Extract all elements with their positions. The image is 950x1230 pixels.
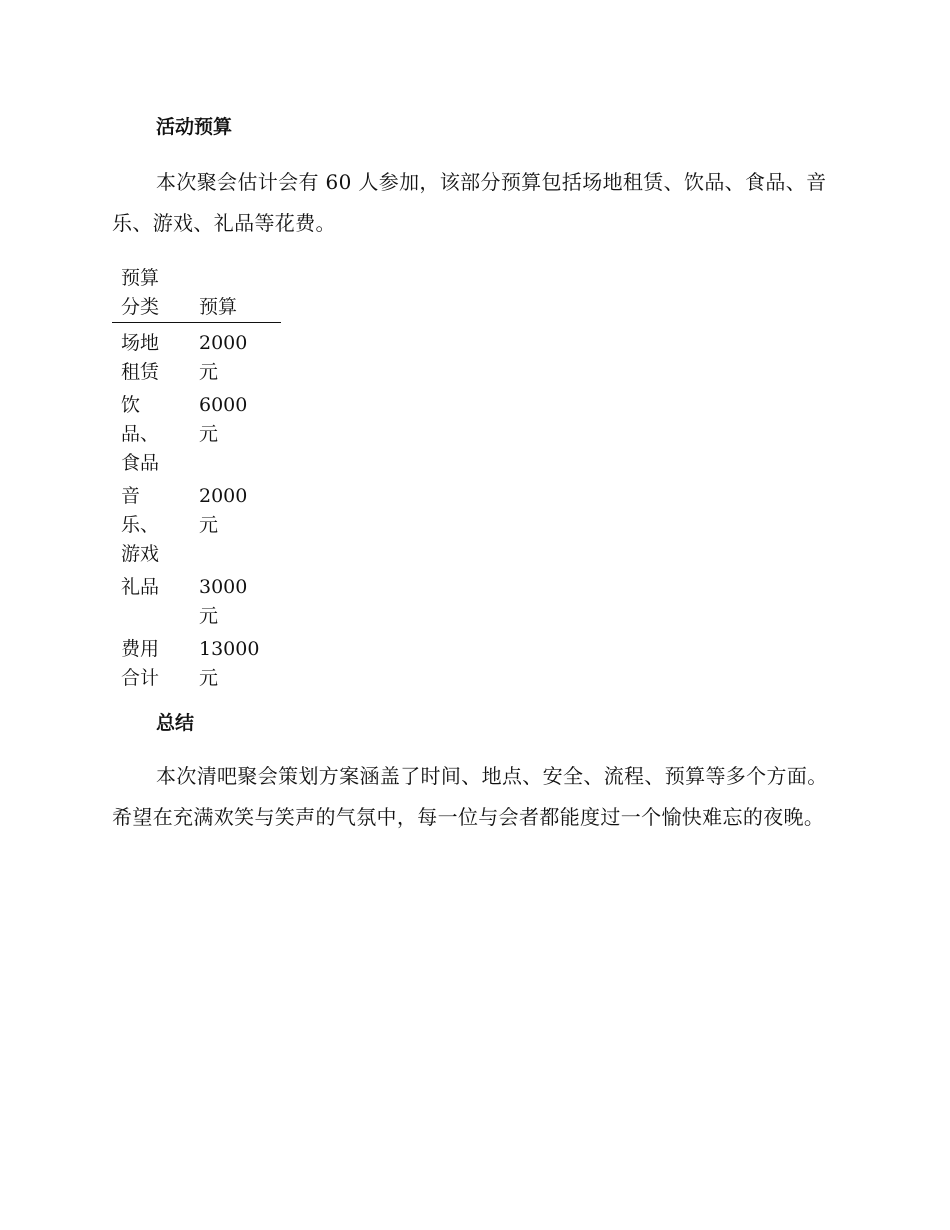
row-category: 费用合计	[121, 638, 160, 689]
table-row	[112, 478, 281, 569]
summary-heading: 总结	[156, 712, 195, 734]
budget-heading: 活动预算	[156, 116, 233, 138]
row-amount: 2000 元	[199, 332, 248, 383]
row-amount: 13000 元	[199, 638, 260, 689]
budget-table	[112, 264, 281, 693]
table-row	[112, 323, 281, 388]
row-amount: 6000 元	[199, 394, 248, 445]
header-category: 预算分类	[112, 264, 199, 323]
table-header-row	[112, 264, 281, 323]
budget-intro-paragraph: 本次聚会估计会有 60 人参加，该部分预算包括场地租赁、饮品、食品、音乐、游戏、礼品等花费。	[112, 170, 827, 235]
row-category: 场地租赁	[121, 332, 160, 383]
header-amount: 预算	[199, 264, 281, 323]
table-row	[112, 387, 281, 478]
row-amount: 3000 元	[199, 576, 248, 627]
row-category: 饮品、食品	[121, 394, 160, 474]
table-row	[112, 569, 281, 631]
row-category: 音乐、游戏	[121, 485, 160, 565]
row-category: 礼品	[121, 576, 160, 598]
table-row	[112, 631, 281, 693]
row-amount: 2000 元	[199, 485, 248, 536]
summary-paragraph: 本次清吧聚会策划方案涵盖了时间、地点、安全、流程、预算等多个方面。希望在充满欢笑与笑声的气氛中，每一位与会者都能度过一个愉快难忘的夜晚。	[112, 764, 828, 829]
